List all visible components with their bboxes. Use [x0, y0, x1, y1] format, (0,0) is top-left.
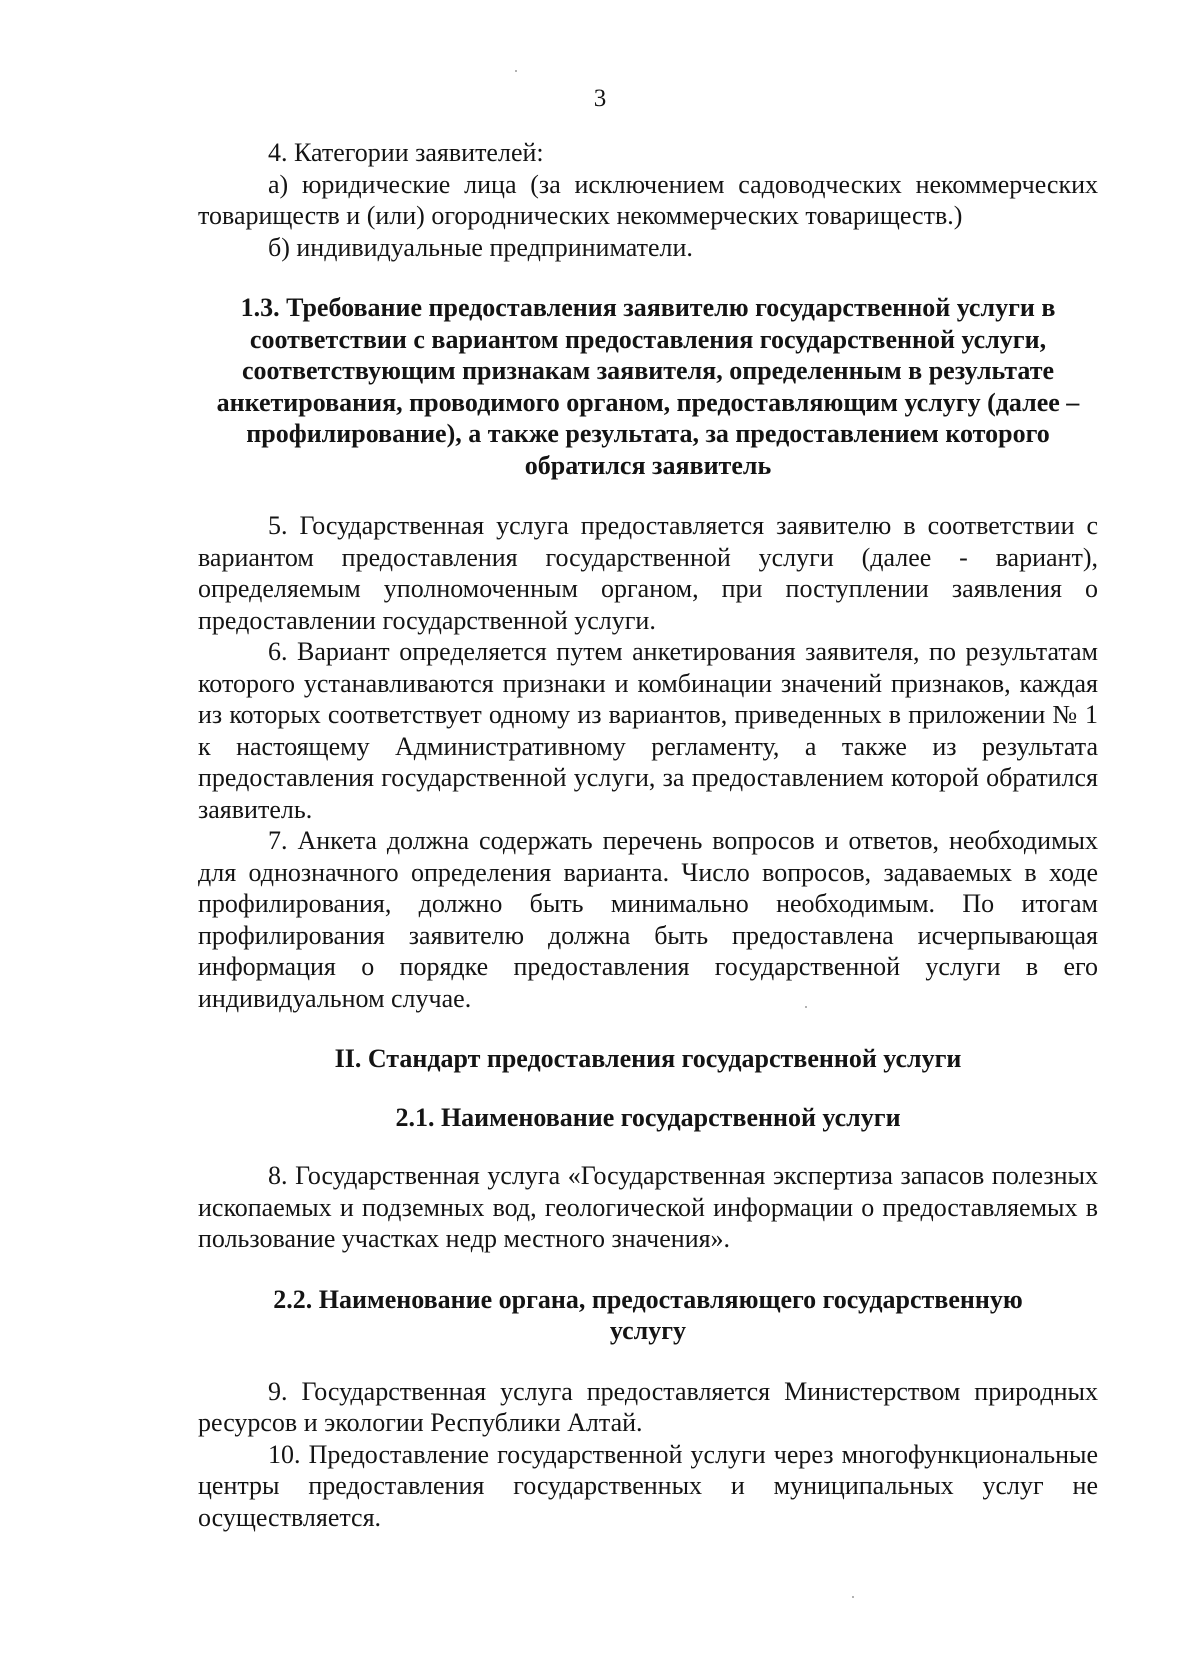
paragraph-10: 10. Предоставление государственной услуги через многофункциональные центры предоставления государственных и муниципальных услуг не осуществляется. [198, 1439, 1098, 1532]
page-number: 3 [593, 85, 607, 112]
document-body [198, 137, 1098, 1533]
scan-speck [852, 1596, 854, 1598]
categories-item-a: а) юридические лица (за исключением садоводческих некоммерческих товариществ и (или) огороднических некоммерческих товариществ.) [198, 169, 1098, 230]
spacer [198, 263, 1098, 292]
section-heading-II: II. Стандарт предоставления государственной услуги [334, 1044, 962, 1073]
paragraph-5: 5. Государственная услуга предоставляется заявителю в соответствии с вариантом предоставления государственной услуги (далее - вариант), определяемым уполномоченным органом, при поступлении заявления о предоставлении государственной услуги. [198, 511, 1098, 635]
paragraph-8: 8. Государственная услуга «Государственная экспертиза запасов полезных ископаемых и подземных вод, геологической информации о предоставляемых в пользование участках недр местного значения». [198, 1161, 1098, 1253]
paragraph-7: 7. Анкета должна содержать перечень вопросов и ответов, необходимых для однозначного определения варианта. Число вопросов, задаваемых в ходе профилирования, должно быть минимально необходимым. По итогам профилирования заявителю должна быть предоставлена исчерпывающая информация о порядке предоставления государственной услуги в его индивидуальном случае. [198, 826, 1098, 1013]
heading-line: 2.2. Наименование органа, предоставляющего государственную [273, 1284, 1023, 1314]
heading-line: 1.3. Требование предоставления заявителю государственной услуги в [240, 293, 1056, 322]
section-heading-1-3 [198, 292, 1098, 481]
heading-line: профилирование), а также результата, за предоставлением которого [246, 419, 1050, 448]
section-heading-2-2 [198, 1284, 1098, 1347]
heading-line: услугу [609, 1316, 687, 1345]
spacer [198, 1014, 1098, 1043]
categories-title: 4. Категории заявителей: [268, 138, 544, 167]
heading-line: обратился заявитель [524, 450, 772, 480]
categories-item-b: б) индивидуальные предприниматели. [268, 232, 693, 262]
spacer [198, 1255, 1098, 1284]
heading-line: анкетирования, проводимого органом, предоставляющим услугу (далее – [216, 387, 1080, 417]
heading-line: соответствующим признакам заявителя, определенным в результате [241, 356, 1055, 385]
scan-speck [805, 1006, 807, 1008]
section-heading-2-1: 2.1. Наименование государственной услуги [395, 1102, 901, 1132]
spacer [198, 481, 1098, 510]
paragraph-6: 6. Вариант определяется путем анкетирования заявителя, по результатам которого устанавливаются признаки и комбинации значений признаков, каждая из которых соответствует одному из вариантов, приведенных в приложении № 1 к настоящему Административному регламенту, а также из результата предоставления государственной услуги, за предоставлением которой обратился заявитель. [198, 637, 1098, 824]
spacer [198, 1347, 1098, 1376]
heading-line: соответствии с вариантом предоставления государственной услуги, [249, 324, 1047, 354]
paragraph-9: 9. Государственная услуга предоставляется Министерством природных ресурсов и экологии Республики Алтай. [198, 1376, 1098, 1437]
spacer [198, 1075, 1098, 1102]
spacer [198, 1133, 1098, 1160]
scan-speck [515, 70, 517, 72]
